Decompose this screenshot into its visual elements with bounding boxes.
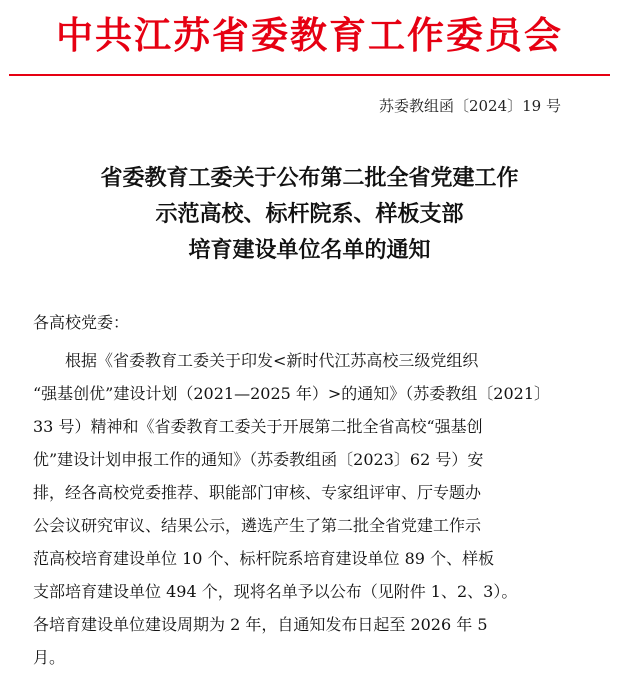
body-line: 根据《省委教育工委关于印发<新时代江苏高校三级党组织	[65, 351, 479, 370]
notice-title-line: 培育建设单位名单的通知	[188, 237, 431, 263]
body-line: 公会议研究审议、结果公示，遴选产生了第二批全省党建工作示	[33, 516, 482, 535]
letterhead-title: 中共江苏省委教育工作委员会	[56, 14, 563, 57]
notice-body	[33, 344, 586, 674]
letterhead-divider	[9, 74, 610, 76]
body-line: 33 号）精神和《省委教育工委关于开展第二批全省高校“强基创	[33, 417, 483, 436]
body-line: “强基创优”建设计划（2021—2025 年）>的通知》（苏委教组〔2021〕	[33, 384, 551, 403]
notice-title-line: 示范高校、标杆院系、样板支部	[155, 201, 464, 227]
body-line: 优”建设计划申报工作的通知》（苏委教组函〔2023〕62 号）安	[33, 450, 484, 469]
body-line: 月。	[33, 648, 66, 667]
body-line: 范高校培育建设单位 10 个、标杆院系培育建设单位 89 个、样板	[33, 549, 495, 568]
notice-title-line: 省委教育工委关于公布第二批全省党建工作	[100, 165, 519, 191]
salutation: 各高校党委：	[33, 313, 130, 332]
body-line: 排，经各高校党委推荐、职能部门审核、专家组评审、厅专题办	[33, 483, 482, 502]
body-line: 支部培育建设单位 494 个，现将名单予以公布（见附件 1、2、3）。	[33, 582, 518, 601]
body-line: 各培育建设单位建设周期为 2 年，自通知发布日起至 2026 年 5	[33, 615, 488, 634]
document-number: 苏委教组函〔2024〕19 号	[378, 97, 561, 115]
notice-title	[0, 160, 619, 268]
